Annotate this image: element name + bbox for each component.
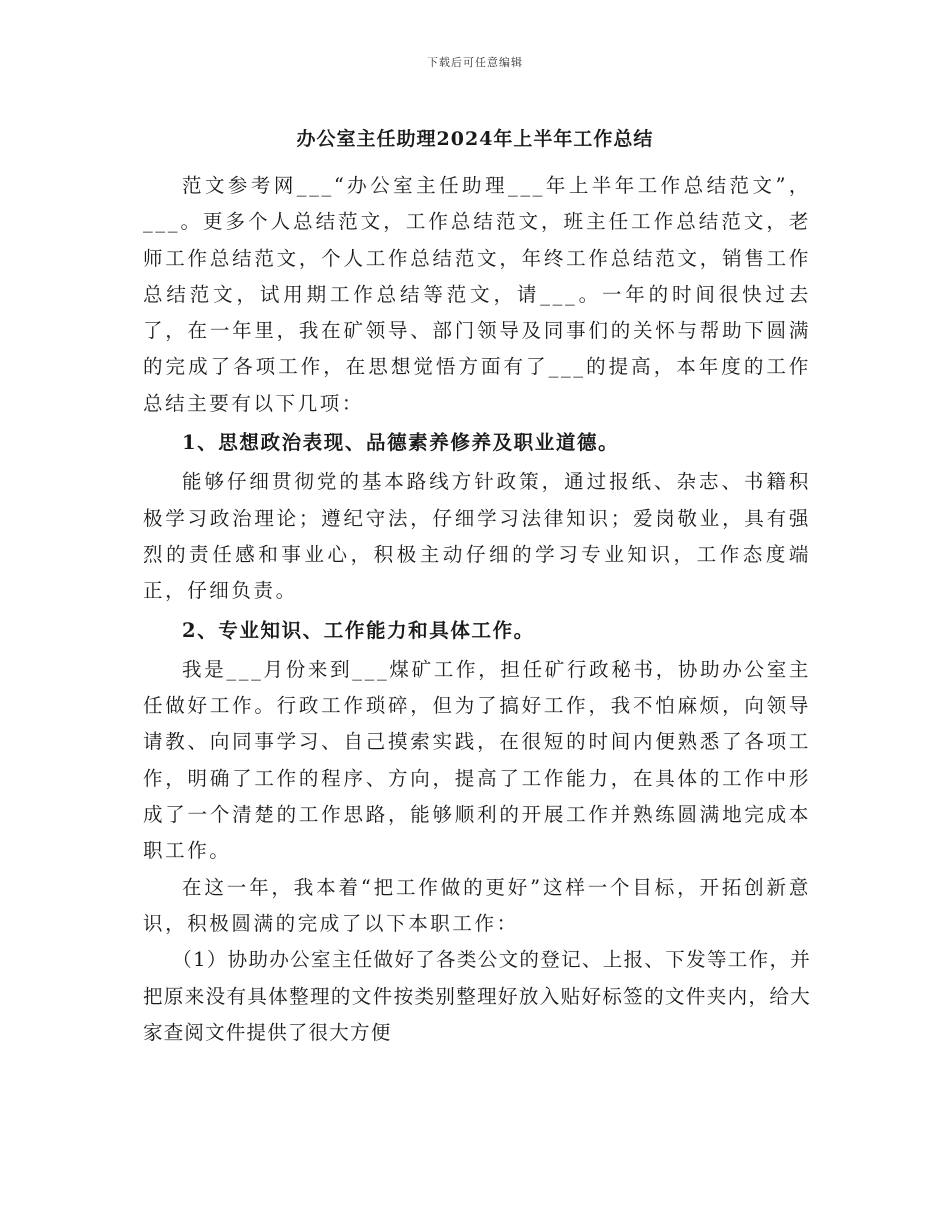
document-title: 办公室主任助理2024年上半年工作总结 xyxy=(296,128,654,150)
section-1-paragraph: 能够仔细贯彻党的基本路线方针政策，通过报纸、杂志、书籍积极学习政治理论；遵纪守法，仔细学习法律知识；爱岗敬业，具有强烈的责任感和事业心，积极主动仔细的学习专业知识，工作态度端正，仔细负责。 xyxy=(143,470,811,603)
section-heading-1: 1、思想政治表现、品德素养修养及职业道德。 xyxy=(182,431,620,455)
section-2-paragraph-2: 在这一年，我本着“把工作做的更好”这样一个目标，开拓创新意识，积极圆满的完成了以下本职工作： xyxy=(143,875,811,935)
list-item-1: （1）协助办公室主任做好了各类公文的登记、上报、下发等工作，并把原来没有具体整理的文件按类别整理好放入贴好标签的文件夹内，给大家查阅文件提供了很大方便 xyxy=(143,948,811,1044)
section-heading-2: 2、专业知识、工作能力和具体工作。 xyxy=(182,618,535,642)
document-body xyxy=(143,168,811,1051)
intro-paragraph: 范文参考网___“办公室主任助理___年上半年工作总结范文”，___。更多个人总结范文，工作总结范文，班主任工作总结范文，老师工作总结范文，个人工作总结范文，年终工作总结范文，销售工作总结范文，试用期工作总结等范文，请___。一年的时间很快过去了，在一年里，我在矿领导、部门领导及同事们的关怀与帮助下圆满的完成了各项工作，在思想觉悟方面有了___的提高，本年度的工作总结主要有以下几项： xyxy=(143,174,811,415)
header-note: 下载后可任意编辑 xyxy=(427,56,523,69)
section-2-paragraph: 我是___月份来到___煤矿工作，担任矿行政秘书，协助办公室主任做好工作。行政工作琐碎，但为了搞好工作，我不怕麻烦，向领导请教、向同事学习、自己摸索实践，在很短的时间内便熟悉了各项工作，明确了工作的程序、方向，提高了工作能力，在具体的工作中形成了一个清楚的工作思路，能够顺利的开展工作并熟练圆满地完成本职工作。 xyxy=(143,657,811,863)
